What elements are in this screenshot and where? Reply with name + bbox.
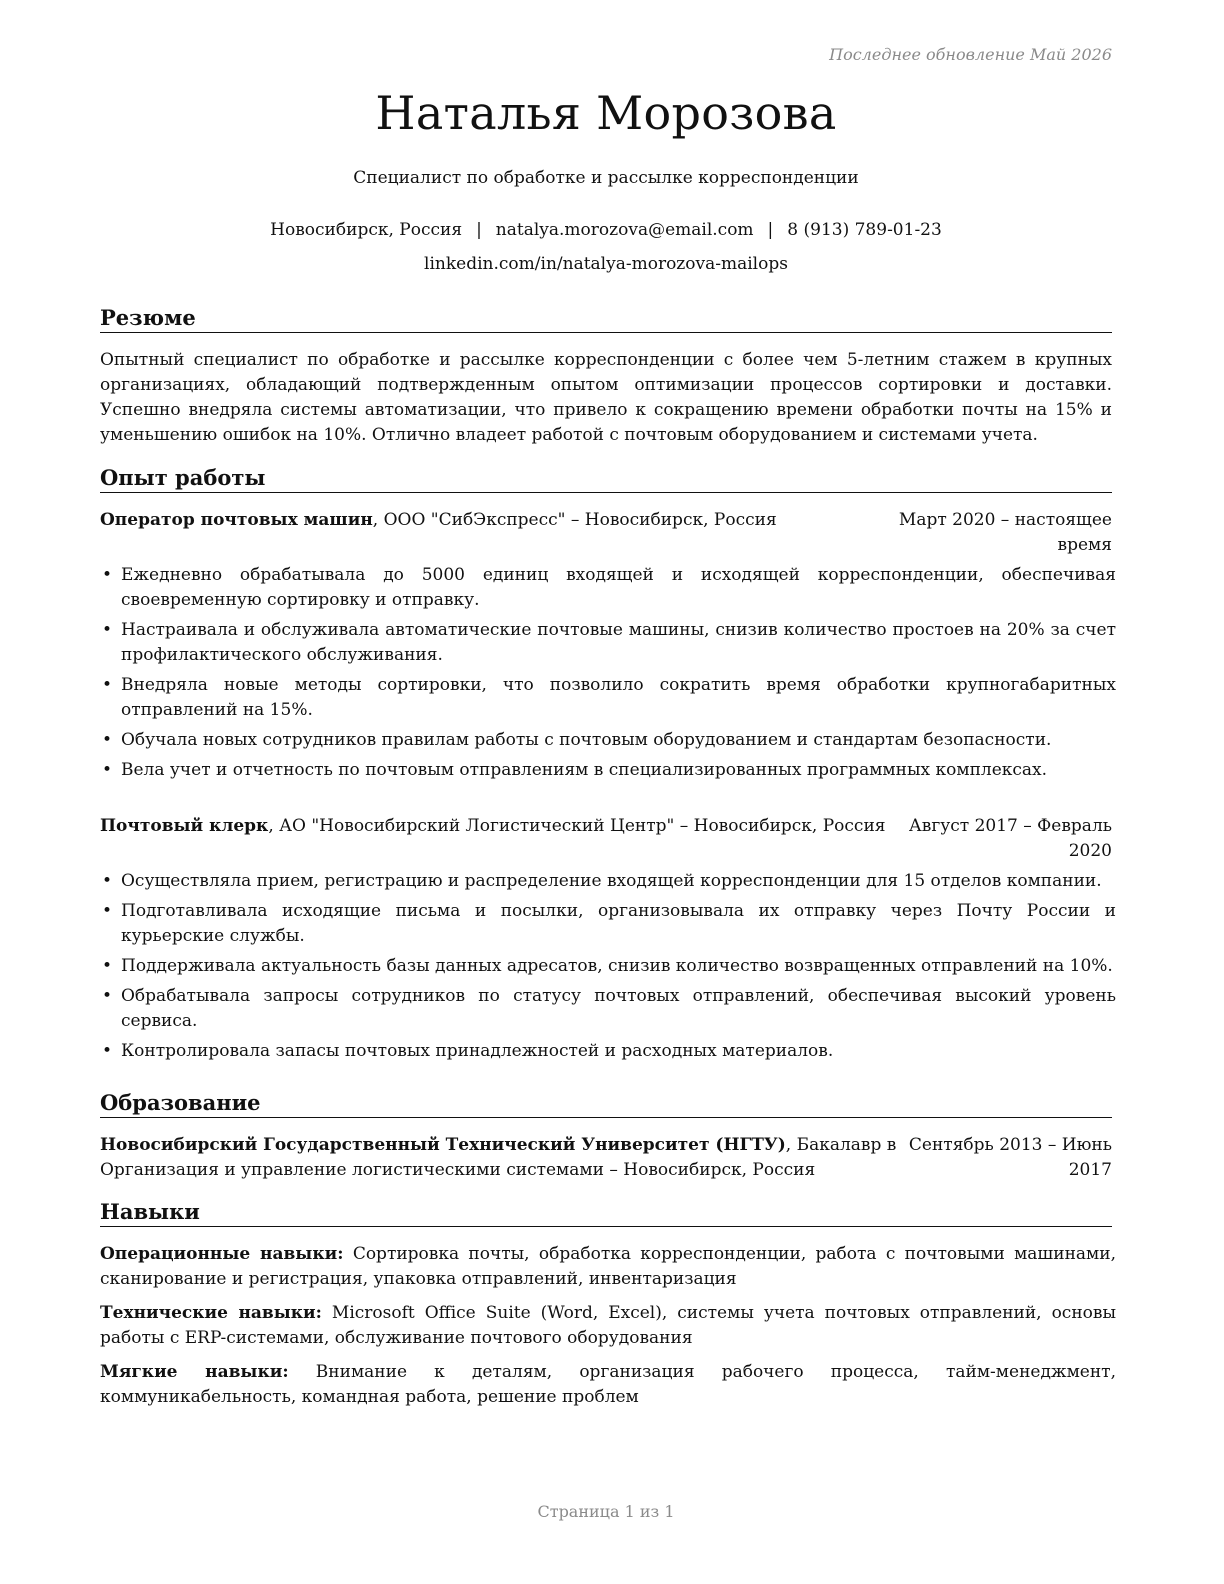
job-dates-line2: 2020 [1068,841,1112,861]
job-role [100,814,886,839]
skill-text: Внимание к деталям, организация рабочего процесса, тайм-менеджмент, коммуникабельность, командная работа, решение проблем [100,1362,1116,1407]
location: Новосибирск, Россия [270,220,463,240]
job-dates [909,814,1112,864]
experience-heading: Опыт работы [100,465,1112,493]
list-item: • Настраивала и обслуживала автоматические почтовые машины, снизив количество простоев на 20% за счет профилактического обслуживания. [100,618,1116,668]
skill-text: Microsoft Office Suite (Word, Excel), системы учета почтовых отправлений, основы работы с ERP-системами, обслуживание почтового оборудования [100,1303,1116,1348]
job-bullets [100,869,1116,1069]
candidate-name: Наталья Морозова [375,86,837,140]
last-updated: Последнее обновление Май 2026 [829,45,1112,64]
job-header [100,814,1112,864]
email-link[interactable]: natalya.morozova@email.com [495,220,754,240]
education-details [100,1133,896,1183]
job-company: , ООО "СибЭкспресс" – Новосибирск, Россия [372,510,777,530]
separator: | [476,220,482,240]
skill-group-technical [100,1301,1116,1351]
skill-label: Операционные навыки: [100,1244,344,1264]
institution-name: Новосибирский Государственный Технический Университет (НГТУ) [100,1135,786,1155]
skills-heading: Навыки [100,1199,1112,1227]
education-heading: Образование [100,1090,1112,1118]
skill-label: Технические навыки: [100,1303,322,1323]
list-item: • Вела учет и отчетность по почтовым отправлениям в специализированных программных комплексах. [100,758,1116,783]
job-position: Оператор почтовых машин [100,510,373,530]
list-item: • Ежедневно обрабатывала до 5000 единиц входящей и исходящей корреспонденции, обеспечивая своевременную сортировку и отправку. [100,563,1116,613]
skill-group-soft [100,1360,1116,1410]
education-dates-line1: Сентябрь 2013 – Июнь [908,1135,1112,1155]
job-bullets [100,563,1116,788]
page-number: Страница 1 из 1 [537,1502,675,1521]
skill-label: Мягкие навыки: [100,1362,289,1382]
job-role [100,508,777,533]
summary-heading: Резюме [100,305,1112,333]
degree-text: , Бакалавр в [785,1135,897,1155]
contact-line [100,220,1112,240]
skill-group-operational [100,1242,1116,1292]
list-item: • Внедряла новые методы сортировки, что позволило сократить время обработки крупногабаритных отправлений на 15%. [100,673,1116,723]
summary-text: Опытный специалист по обработке и рассылке корреспонденции с более чем 5-летним стажем в крупных организациях, обладающий подтвержденным опытом оптимизации процессов сортировки и доставки. Успешно внедряла системы автоматизации, что привело к сокращению времени обработки почты на 15% и уменьшению ошибок на 10%. Отлично владеет работой с почтовым оборудованием и системами учета. [100,350,1112,445]
list-item: • Осуществляла прием, регистрацию и распределение входящей корреспонденции для 15 отделов компании. [100,869,1116,894]
job-position: Почтовый клерк [100,816,269,836]
education-dates [909,1133,1112,1183]
list-item: • Поддерживала актуальность базы данных адресатов, снизив количество возвращенных отправлений на 10%. [100,954,1116,979]
degree-field: Организация и управление логистическими системами – Новосибирск, Россия [100,1160,816,1180]
job-company: , АО "Новосибирский Логистический Центр" – Новосибирск, Россия [268,816,886,836]
job-dates-line1: Март 2020 – настоящее [898,510,1112,530]
education-entry [100,1133,1112,1183]
list-item: • Обучала новых сотрудников правилам работы с почтовым оборудованием и стандартам безопасности. [100,728,1116,753]
job-dates-line2: время [1057,535,1112,555]
job-title: Специалист по обработке и рассылке корреспонденции [353,168,859,188]
phone-number: 8 (913) 789-01-23 [787,220,942,240]
list-item: • Контролировала запасы почтовых принадлежностей и расходных материалов. [100,1039,1116,1064]
list-item: • Подготавливала исходящие письма и посылки, организовывала их отправку через Почту России и курьерские службы. [100,899,1116,949]
job-dates-line1: Август 2017 – Февраль [908,816,1112,836]
job-dates [899,508,1112,558]
separator: | [767,220,774,240]
job-header [100,508,1112,558]
list-item: • Обрабатывала запросы сотрудников по статусу почтовых отправлений, обеспечивая высокий уровень сервиса. [100,984,1116,1034]
resume-page [100,0,1116,1584]
education-dates-line2: 2017 [1068,1160,1112,1180]
skill-text: Сортировка почты, обработка корреспонденции, работа с почтовыми машинами, сканирование и регистрация, упаковка отправлений, инвентаризация [100,1244,1116,1289]
linkedin-link[interactable]: linkedin.com/in/natalya-morozova-mailops [424,254,788,274]
